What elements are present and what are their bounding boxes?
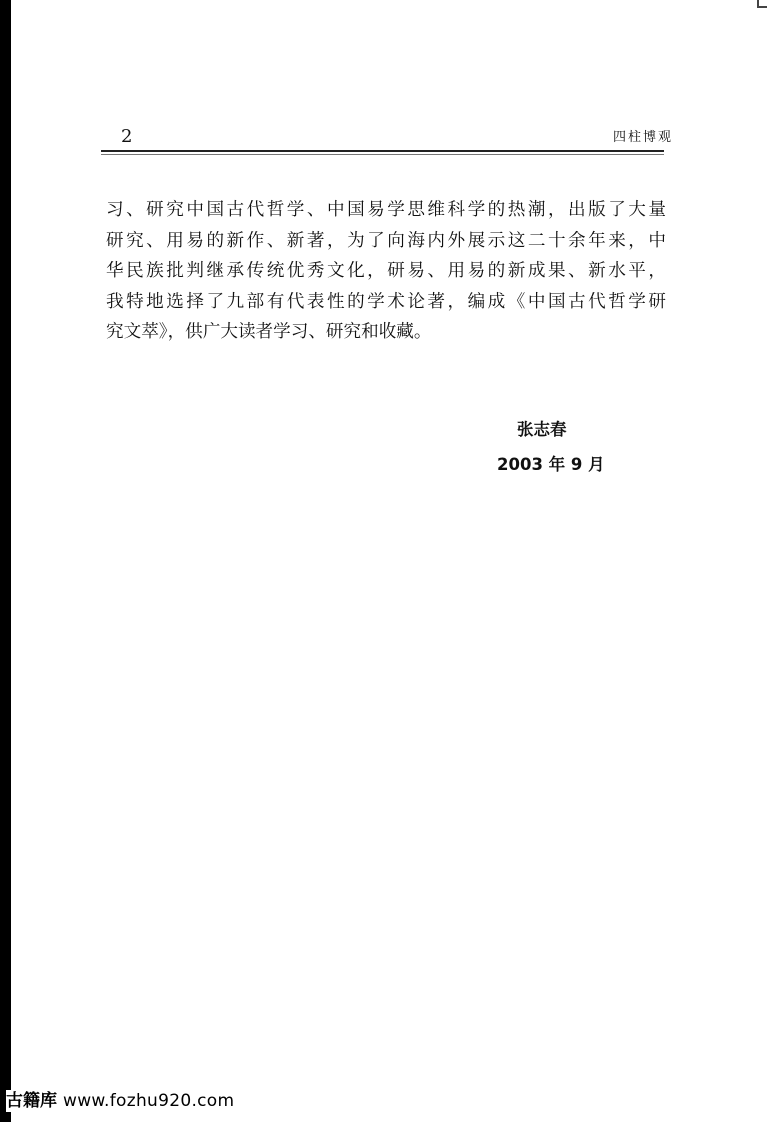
body-line: 研究、用易的新作、新著，为了向海内外展示这二十余年来，中 [106, 230, 666, 251]
body-line: 究文萃》，供广大读者学习、研究和收藏。 [106, 322, 432, 343]
body-line: 我特地选择了九部有代表性的学术论著，编成《中国古代哲学研 [106, 291, 666, 312]
body-paragraph [106, 195, 666, 348]
header-rule-thin [101, 154, 664, 155]
header-rule [101, 150, 664, 152]
scan-left-edge [0, 0, 11, 1122]
body-line: 华民族批判继承传统优秀文化，研易、用易的新成果、新水平， [106, 261, 666, 282]
signature-date: 2003 年 9 月 [497, 455, 605, 474]
watermark-url[interactable]: www.fozhu920.com [63, 1091, 235, 1111]
body-line: 习、研究中国古代哲学、中国易学思维科学的热潮，出版了大量 [106, 200, 666, 220]
running-title: 四柱博观 [612, 130, 673, 145]
signature-author: 张志春 [517, 420, 567, 439]
watermark-site-name: 古籍库 [6, 1091, 57, 1111]
scan-corner-mark [757, 0, 767, 8]
page-number: 2 [121, 126, 133, 147]
site-watermark [6, 1090, 238, 1112]
